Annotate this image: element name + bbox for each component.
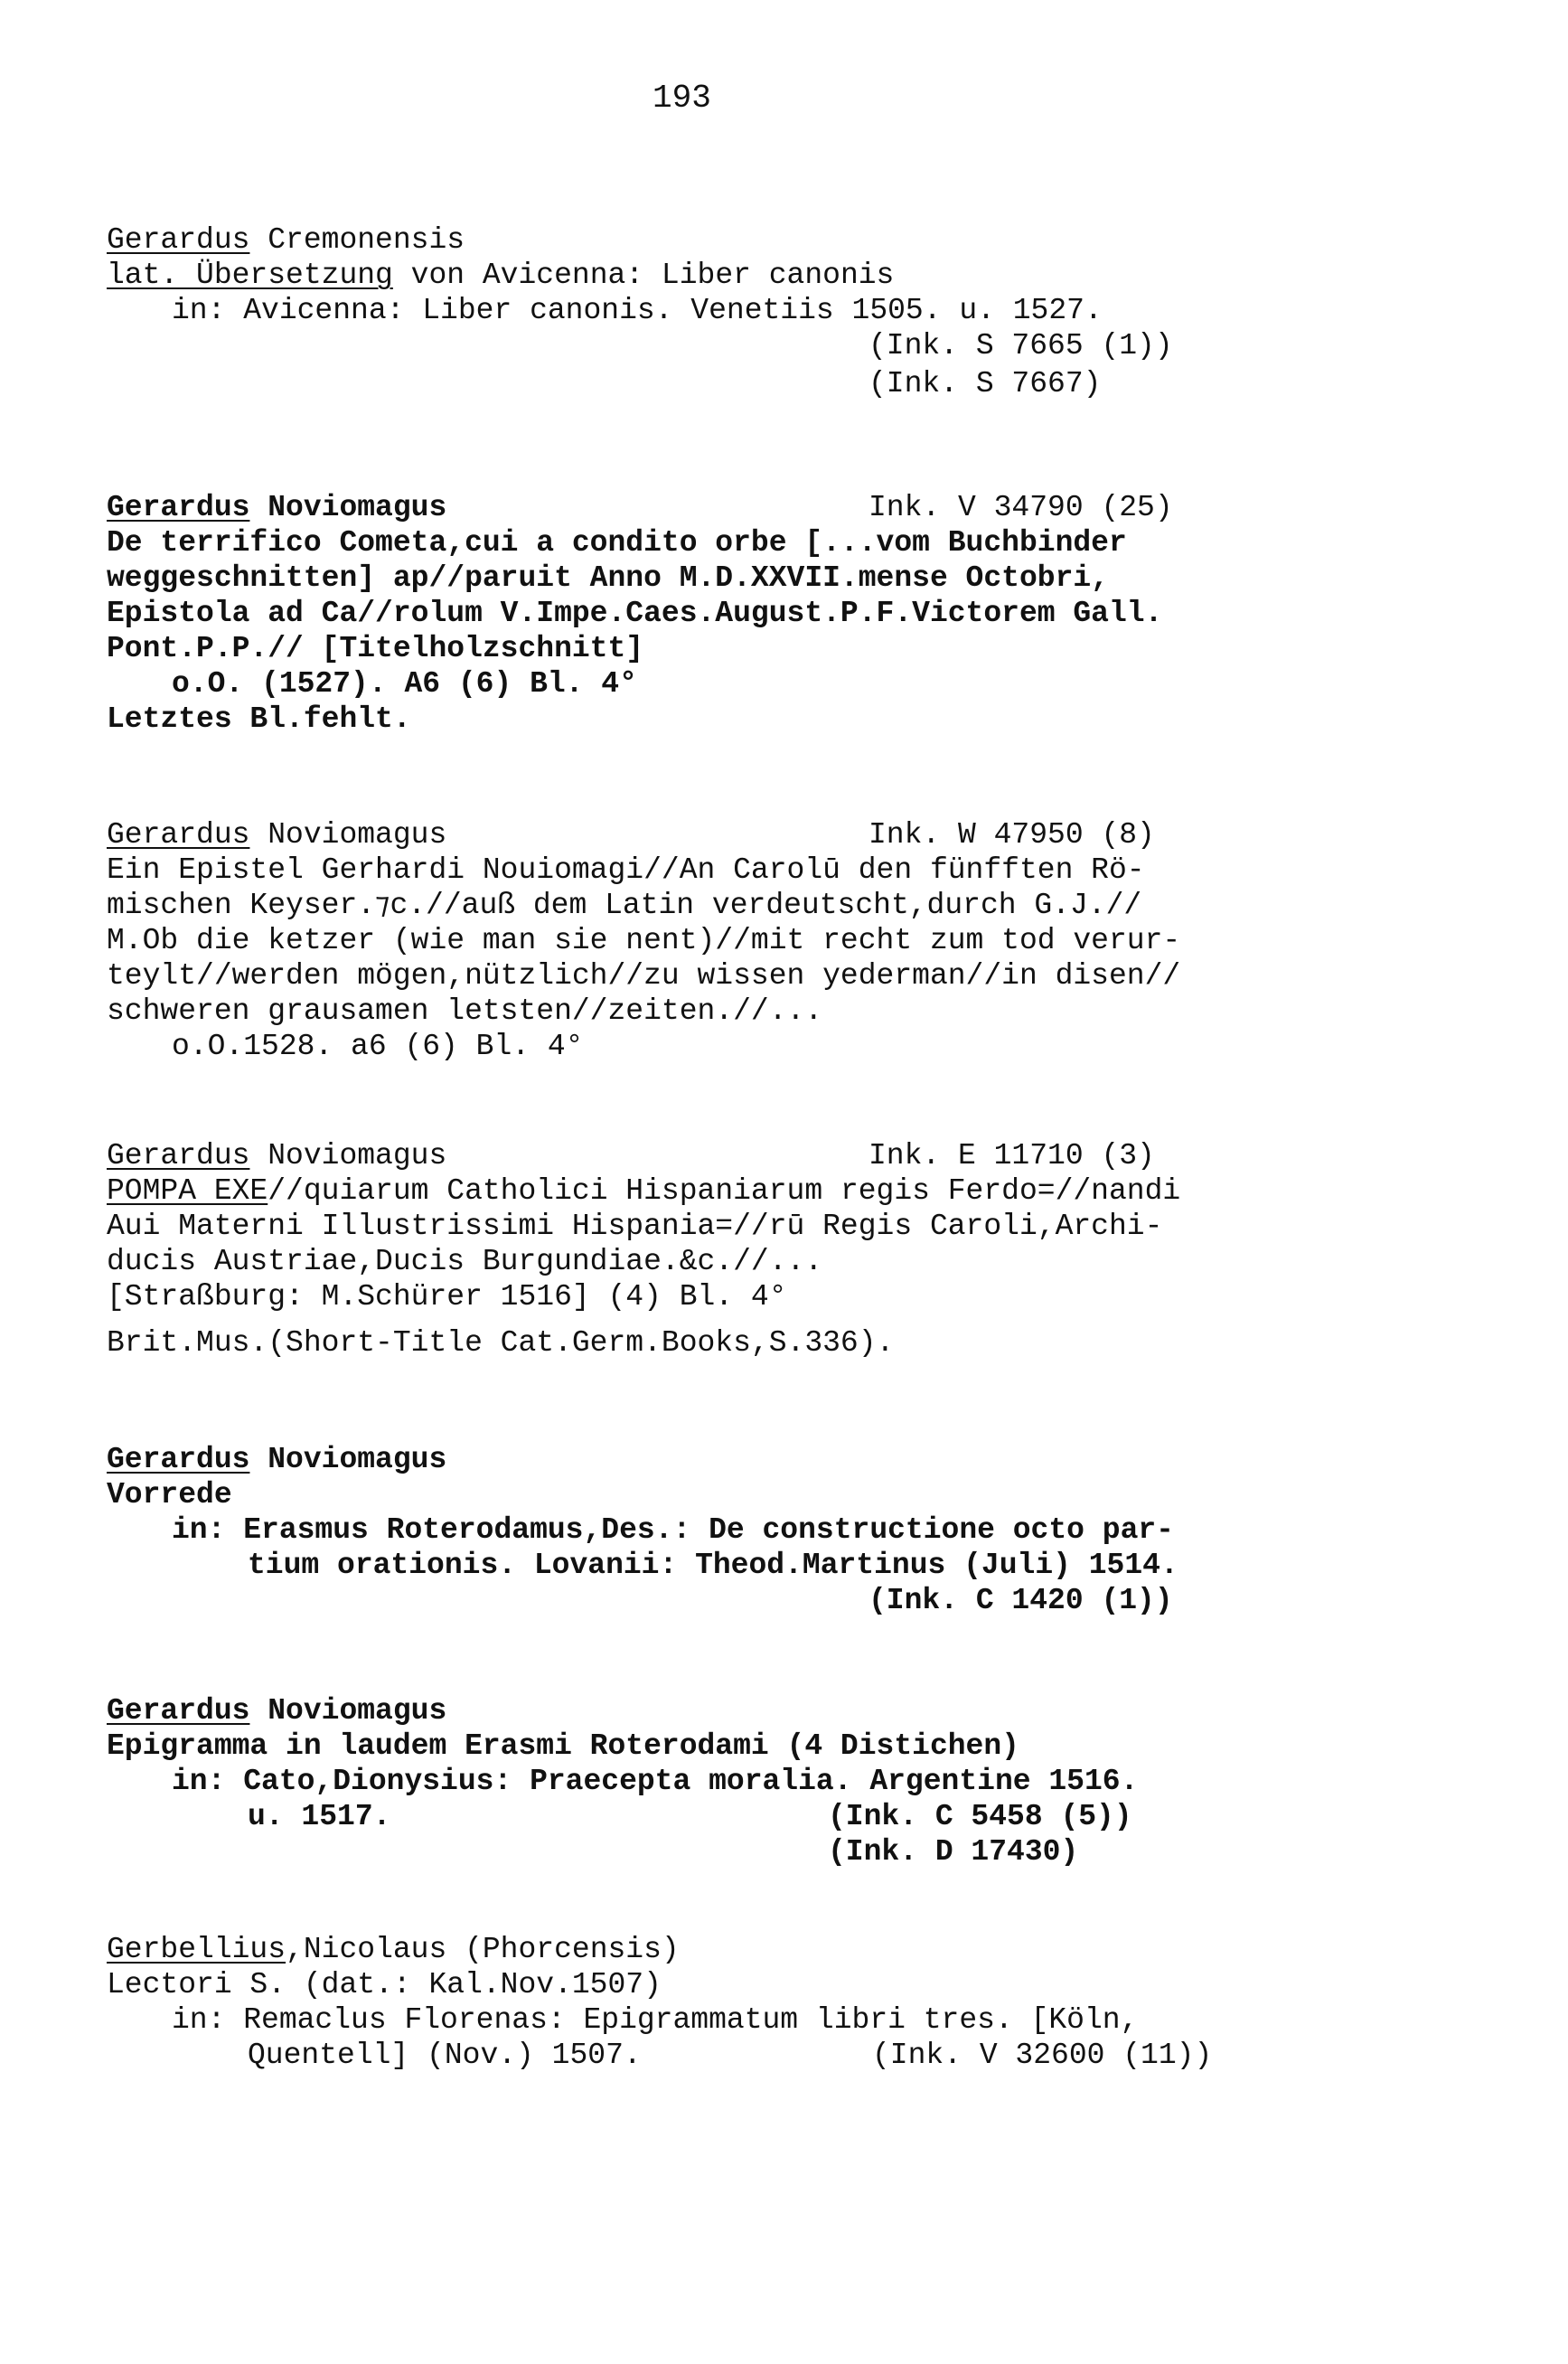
author-name: Gerardus [107, 1443, 250, 1476]
entry-line: Aui Materni Illustrissimi Hispania=//rū Regis Caroli,Archi- [107, 1210, 1163, 1243]
call-number: Ink. E 11710 (3) [869, 1139, 1155, 1173]
call-number: (Ink. D 17430) [828, 1835, 1079, 1869]
call-number: (Ink. V 32600 (11)) [872, 2039, 1213, 2072]
entry-line: [Straßburg: M.Schürer 1516] (4) Bl. 4° [107, 1280, 787, 1314]
author-name: Gerardus [107, 491, 250, 524]
call-number: Ink. W 47950 (8) [869, 818, 1155, 852]
author-name: Gerardus [107, 818, 250, 852]
entry-gerardus-cremonensis [107, 222, 1173, 400]
entry-line: in: Remaclus Florenas: Epigrammatum libri tres. [Köln, [172, 2003, 1139, 2037]
entry-line: mischen Keyser.⁊c.//auß dem Latin verdeutscht,durch G.J.// [107, 889, 1142, 922]
entry-line: Ein Epistel Gerhardi Nouiomagi//An Carolū den fünfften Rö- [107, 853, 1145, 887]
entry-line: Brit.Mus.(Short-Title Cat.Germ.Books,S.336). [107, 1326, 895, 1360]
entry-line: Pont.P.P.// [Titelholzschnitt] [107, 632, 644, 665]
entry-line: Vorrede [107, 1478, 232, 1512]
entry-line: o.O.1528. a6 (6) Bl. 4° [172, 1030, 584, 1063]
author-name: Gerardus [107, 1694, 250, 1728]
entry-line: weggeschnitten] ap//paruit Anno M.D.XXVII.mense Octobri, [107, 561, 1109, 595]
call-number: (Ink. S 7665 (1)) [869, 329, 1173, 363]
entry-line: tium orationis. Lovanii: Theod.Martinus (Juli) 1514. [248, 1549, 1178, 1582]
entry-line: //quiarum Catholici Hispaniarum regis Ferdo=//nandi [268, 1174, 1181, 1208]
entry-gerardus-noviomagus-3 [107, 1138, 1181, 1360]
entry-line: Lectori S. (dat.: Kal.Nov.1507) [107, 1968, 662, 2001]
entry-line: De terrifico Cometa,cui a condito orbe [...vom Buchbinder [107, 526, 1127, 560]
entry-gerardus-noviomagus-2 [107, 817, 1180, 1064]
entry-line: o.O. (1527). A6 (6) Bl. 4° [172, 667, 637, 701]
entry-gerardus-noviomagus-1 [107, 490, 1173, 737]
author-rest: Cremonensis [249, 223, 465, 257]
entry-line: in: Erasmus Roterodamus,Des.: De constructione octo par- [172, 1513, 1174, 1547]
call-number: (Ink. C 1420 (1)) [869, 1584, 1173, 1617]
title-rest: von Avicenna: Liber canonis [392, 259, 895, 292]
page-number: 193 [653, 80, 711, 117]
title-prefix: lat. Übersetzung [107, 259, 393, 292]
entry-line: schweren grausamen letsten//zeiten.//... [107, 994, 823, 1028]
entry-line: in: Avicenna: Liber canonis. Venetiis 1505. u. 1527. [172, 294, 1103, 327]
author-rest: Noviomagus [249, 1139, 447, 1173]
entry-gerardus-noviomagus-5 [107, 1693, 1138, 1870]
entry-gerardus-noviomagus-4 [107, 1442, 1178, 1618]
entry-line: Epistola ad Ca//rolum V.Impe.Caes.August.P.F.Victorem Gall. [107, 597, 1163, 630]
author-rest: Noviomagus [249, 1694, 447, 1728]
entry-gerbellius-nicolaus [107, 1932, 1213, 2073]
title-prefix: POMPA EXE [107, 1174, 268, 1208]
author-rest: Noviomagus [249, 1443, 447, 1476]
author-rest: Noviomagus [249, 818, 447, 852]
author-rest: ,Nicolaus (Phorcensis) [286, 1933, 680, 1966]
entry-line: in: Cato,Dionysius: Praecepta moralia. Argentine 1516. [172, 1765, 1139, 1798]
author-rest: Noviomagus [249, 491, 447, 524]
call-number: Ink. V 34790 (25) [869, 491, 1173, 524]
author-name: Gerardus [107, 223, 250, 257]
entry-line: Letztes Bl.fehlt. [107, 702, 411, 736]
call-number: (Ink. C 5458 (5)) [828, 1800, 1132, 1833]
author-name: Gerbellius [107, 1933, 286, 1966]
author-name: Gerardus [107, 1139, 250, 1173]
entry-line: Quentell] (Nov.) 1507. [248, 2039, 642, 2072]
entry-line: teylt//werden mögen,nützlich//zu wissen yederman//in disen// [107, 959, 1181, 993]
entry-line: ducis Austriae,Ducis Burgundiae.&c.//... [107, 1245, 823, 1278]
call-number: (Ink. S 7667) [869, 367, 1102, 400]
entry-line: u. 1517. [248, 1800, 391, 1833]
entry-line: M.Ob die ketzer (wie man sie nent)//mit recht zum tod verur- [107, 924, 1181, 957]
entry-line: Epigramma in laudem Erasmi Roterodami (4 Distichen) [107, 1729, 1019, 1763]
